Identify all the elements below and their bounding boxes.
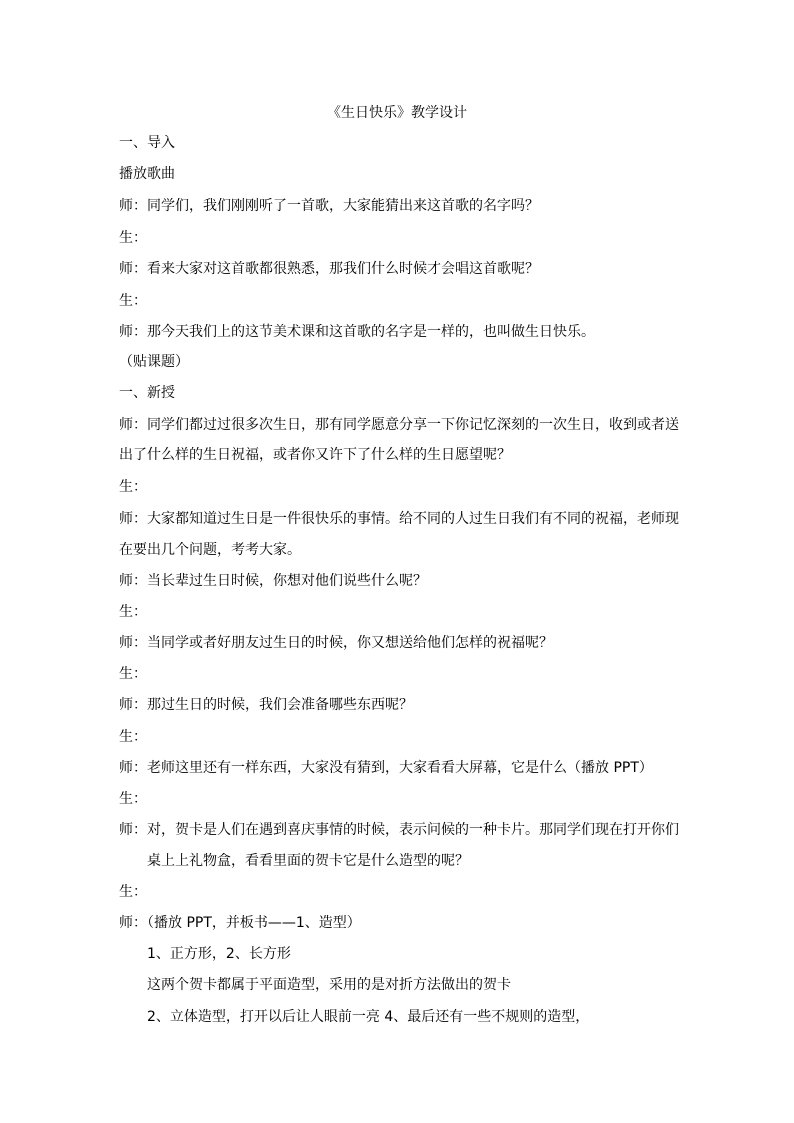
text-line: （贴课题） xyxy=(119,354,189,370)
text-line: 出了什么样的生日祝福，或者你又许下了什么样的生日愿望呢？ xyxy=(119,447,511,463)
text-line: 生： xyxy=(119,666,147,682)
text-line: 这两个贺卡都属于平面造型，采用的是对折方法做出的贺卡 xyxy=(147,977,511,993)
text-line: 生： xyxy=(119,293,147,309)
section-heading-intro: 一、导入 xyxy=(119,135,175,151)
text-line: 师：大家都知道过生日是一件很快乐的事情。给不同的人过生日我们有不同的祝福，老师现 xyxy=(119,511,679,527)
text-line: 师：（播放 PPT，并板书——1、造型） xyxy=(119,915,361,931)
text-line: 生： xyxy=(119,479,147,495)
text-line: 生： xyxy=(119,604,147,620)
text-line: 生： xyxy=(119,729,147,745)
text-line: 师：那过生日的时候，我们会准备哪些东西呢？ xyxy=(119,697,413,713)
text-line: 师：对，贺卡是人们在遇到喜庆事情的时候，表示问候的一种卡片。那同学们现在打开你们 xyxy=(119,822,679,838)
text-line: 师：当长辈过生日时候，你想对他们说些什么呢？ xyxy=(119,573,427,589)
text-line: 2、立体造型，打开以后让人眼前一亮 4、最后还有一些不规则的造型， xyxy=(147,1009,590,1025)
text-line: 师：那今天我们上的这节美术课和这首歌的名字是一样的，也叫做生日快乐。 xyxy=(119,324,595,340)
document-title: 《生日快乐》教学设计 xyxy=(327,105,467,121)
text-line: 师：看来大家对这首歌都很熟悉，那我们什么时候才会唱这首歌呢？ xyxy=(119,261,539,277)
text-line: 生： xyxy=(119,884,147,900)
text-line: 1、正方形，2、长方形 xyxy=(147,946,291,962)
text-line: 生： xyxy=(119,230,147,246)
text-line: 播放歌曲 xyxy=(119,166,175,182)
text-line: 师：当同学或者好朋友过生日的时候，你又想送给他们怎样的祝福呢？ xyxy=(119,635,553,651)
text-line: 在要出几个问题，考考大家。 xyxy=(119,542,301,558)
text-line: 桌上上礼物盒，看看里面的贺卡它是什么造型的呢？ xyxy=(147,853,469,869)
text-line: 师：同学们，我们刚刚听了一首歌，大家能猜出来这首歌的名字吗？ xyxy=(119,198,539,214)
section-heading-new: 一、新授 xyxy=(119,385,175,401)
text-line: 师：同学们都过过很多次生日，那有同学愿意分享一下你记忆深刻的一次生日，收到或者送 xyxy=(119,417,679,433)
text-line: 生： xyxy=(119,791,147,807)
text-line: 师：老师这里还有一样东西，大家没有猜到，大家看看大屏幕，它是什么（播放 PPT） xyxy=(119,760,653,776)
